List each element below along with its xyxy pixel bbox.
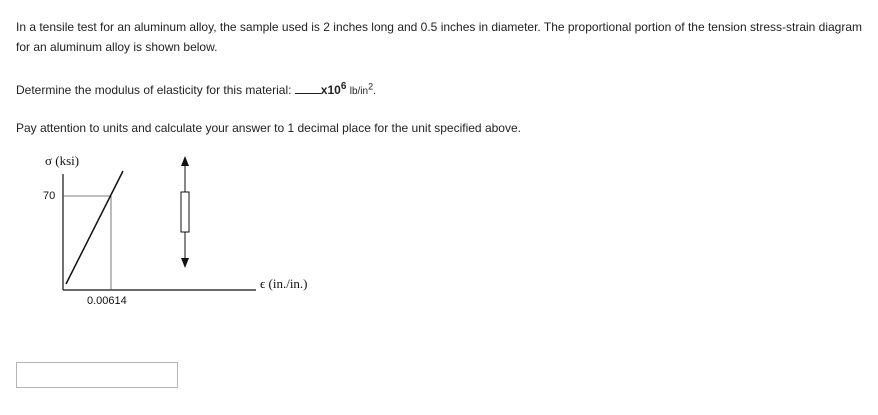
unit-label: $lb/in^2$. bbox=[349, 81, 376, 97]
y-axis-label: σ (ksi) bbox=[45, 153, 80, 168]
x-axis-label: ϵ (in./in.) bbox=[260, 276, 308, 291]
question-text: Determine the modulus of elasticity for this material: bbox=[16, 83, 292, 97]
problem-instruction: Pay attention to units and calculate your answer to 1 decimal place for the unit specified above. bbox=[16, 121, 521, 135]
stress-strain-diagram bbox=[14, 150, 334, 315]
tensile-specimen-icon bbox=[181, 156, 189, 268]
multiplier: $x10^6$ bbox=[320, 81, 347, 97]
problem-question bbox=[16, 80, 376, 102]
y-tick-label: 70 bbox=[43, 190, 56, 202]
answer-blank bbox=[295, 82, 321, 94]
multiplier-exponent: 6 bbox=[340, 81, 347, 92]
problem-intro: In a tensile test for an aluminum alloy, the sample used is 2 inches long and 0.5 inches in diameter. The proportional portion of the tension stress-strain diagram for an aluminum alloy is shown below. bbox=[16, 20, 863, 54]
answer-input[interactable] bbox=[16, 362, 178, 388]
x-tick-label: 0.00614 bbox=[87, 295, 127, 307]
unit-exponent: 2 bbox=[368, 81, 374, 92]
proportional-line bbox=[66, 171, 123, 284]
